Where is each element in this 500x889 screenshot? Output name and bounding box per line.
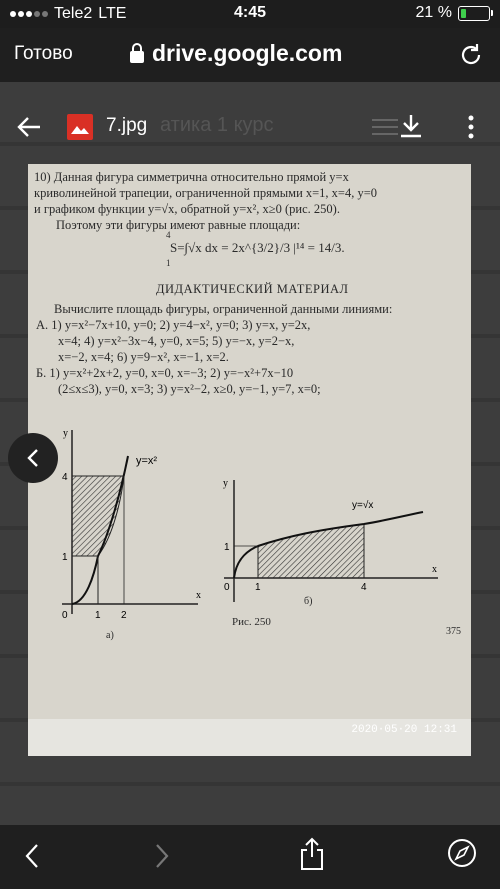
figure-caption: Рис. 250 — [232, 616, 271, 628]
textbook-page — [28, 164, 471, 719]
formula: S=∫√x dx = 2x^{3/2}/3 |¹⁴ = 14/3. — [170, 240, 345, 255]
previous-image-button[interactable] — [8, 433, 58, 483]
photo-timestamp: 2020·05·20 12:31 — [351, 724, 457, 736]
task-line: x=4; 4) y=x²−3x−4, y=0, x=5; 5) y=−x, y=2−x, — [58, 334, 295, 348]
origin-label: 0 — [224, 582, 230, 593]
browser-bottom-toolbar — [0, 825, 500, 889]
integral-upper: 4 — [166, 230, 171, 240]
text-line: и графиком функции y=√x, обратной y=x², x≥0 (рис. 250). — [34, 202, 340, 216]
address-bar[interactable] — [130, 40, 342, 67]
photo — [28, 164, 471, 756]
text-line: Поэтому эти фигуры имеют равные площади: — [56, 218, 301, 232]
battery-percent: 21 % — [415, 4, 452, 21]
download-icon[interactable] — [398, 112, 424, 140]
chevron-left-icon — [26, 448, 40, 468]
figure-b-caption: б) — [304, 596, 313, 607]
axis-label-y: y — [223, 478, 228, 489]
axis-label-x: x — [432, 564, 437, 575]
image-file-icon — [67, 114, 93, 140]
axis-label-y: y — [63, 428, 68, 439]
browser-forward-icon[interactable] — [152, 841, 172, 871]
figure-a-caption: а) — [106, 630, 114, 641]
figure-b — [218, 474, 443, 604]
carrier-name: Tele2 — [54, 5, 93, 22]
text-line: 10) Данная фигура симметрична относительно прямой y=x — [34, 170, 349, 184]
text-line: криволинейной трапеции, ограниченной прямыми x=1, x=4, y=0 — [34, 186, 378, 200]
browser-back-icon[interactable] — [22, 841, 42, 871]
origin-label: 0 — [62, 610, 68, 621]
list-view-icon[interactable] — [372, 117, 398, 137]
battery-icon — [458, 6, 490, 21]
compass-icon[interactable] — [446, 837, 478, 869]
task-line: Б. 1) y=x²+2x+2, y=0, x=0, x=−3; 2) y=−x²+7x−10 — [36, 366, 294, 380]
share-icon[interactable] — [298, 837, 326, 871]
back-arrow-icon[interactable] — [16, 114, 42, 140]
tick-label: 1 — [62, 552, 68, 563]
curve-label: y=x² — [136, 455, 158, 467]
browser-bar — [0, 28, 500, 82]
tick-label: 1 — [255, 582, 261, 593]
shaded-region — [72, 476, 124, 556]
done-button[interactable]: Готово — [14, 43, 73, 64]
integral-lower: 1 — [166, 258, 171, 268]
figure-a — [58, 426, 208, 626]
image-viewer — [0, 82, 500, 825]
background-title: атика 1 курс — [160, 114, 274, 136]
task-line: x=−2, x=4; 6) y=9−x², x=−1, x=2. — [58, 350, 229, 364]
reload-icon[interactable] — [458, 42, 484, 68]
curve-label: y=√x — [352, 500, 374, 511]
clock: 4:45 — [233, 4, 267, 21]
battery-status — [416, 4, 490, 22]
tick-label: 1 — [95, 610, 101, 621]
status-bar — [0, 0, 500, 28]
viewer-toolbar — [0, 108, 500, 152]
file-name: 7.jpg — [106, 115, 148, 136]
more-options-icon[interactable] — [468, 114, 474, 140]
page-number: 375 — [446, 626, 461, 637]
network-type: LTE — [98, 5, 127, 22]
section-title: ДИДАКТИЧЕСКИЙ МАТЕРИАЛ — [156, 282, 349, 296]
task-intro: Вычислите площадь фигуры, ограниченной данными линиями: — [54, 302, 393, 316]
battery-fill — [461, 9, 466, 18]
tick-label: 4 — [361, 582, 367, 593]
task-line: (2≤x≤3), y=0, x=3; 3) y=x²−2, x≥0, y=−1, y=7, x=0; — [58, 382, 321, 396]
task-line: А. 1) y=x²−7x+10, y=0; 2) y=4−x², y=0; 3) y=x, y=2x, — [36, 318, 311, 332]
tick-label: 4 — [62, 472, 68, 483]
tick-label: 2 — [121, 610, 127, 621]
tick-label: 1 — [224, 542, 230, 553]
lock-icon — [130, 51, 144, 63]
axis-label-x: x — [196, 590, 201, 601]
url-text: drive.google.com — [152, 40, 343, 66]
